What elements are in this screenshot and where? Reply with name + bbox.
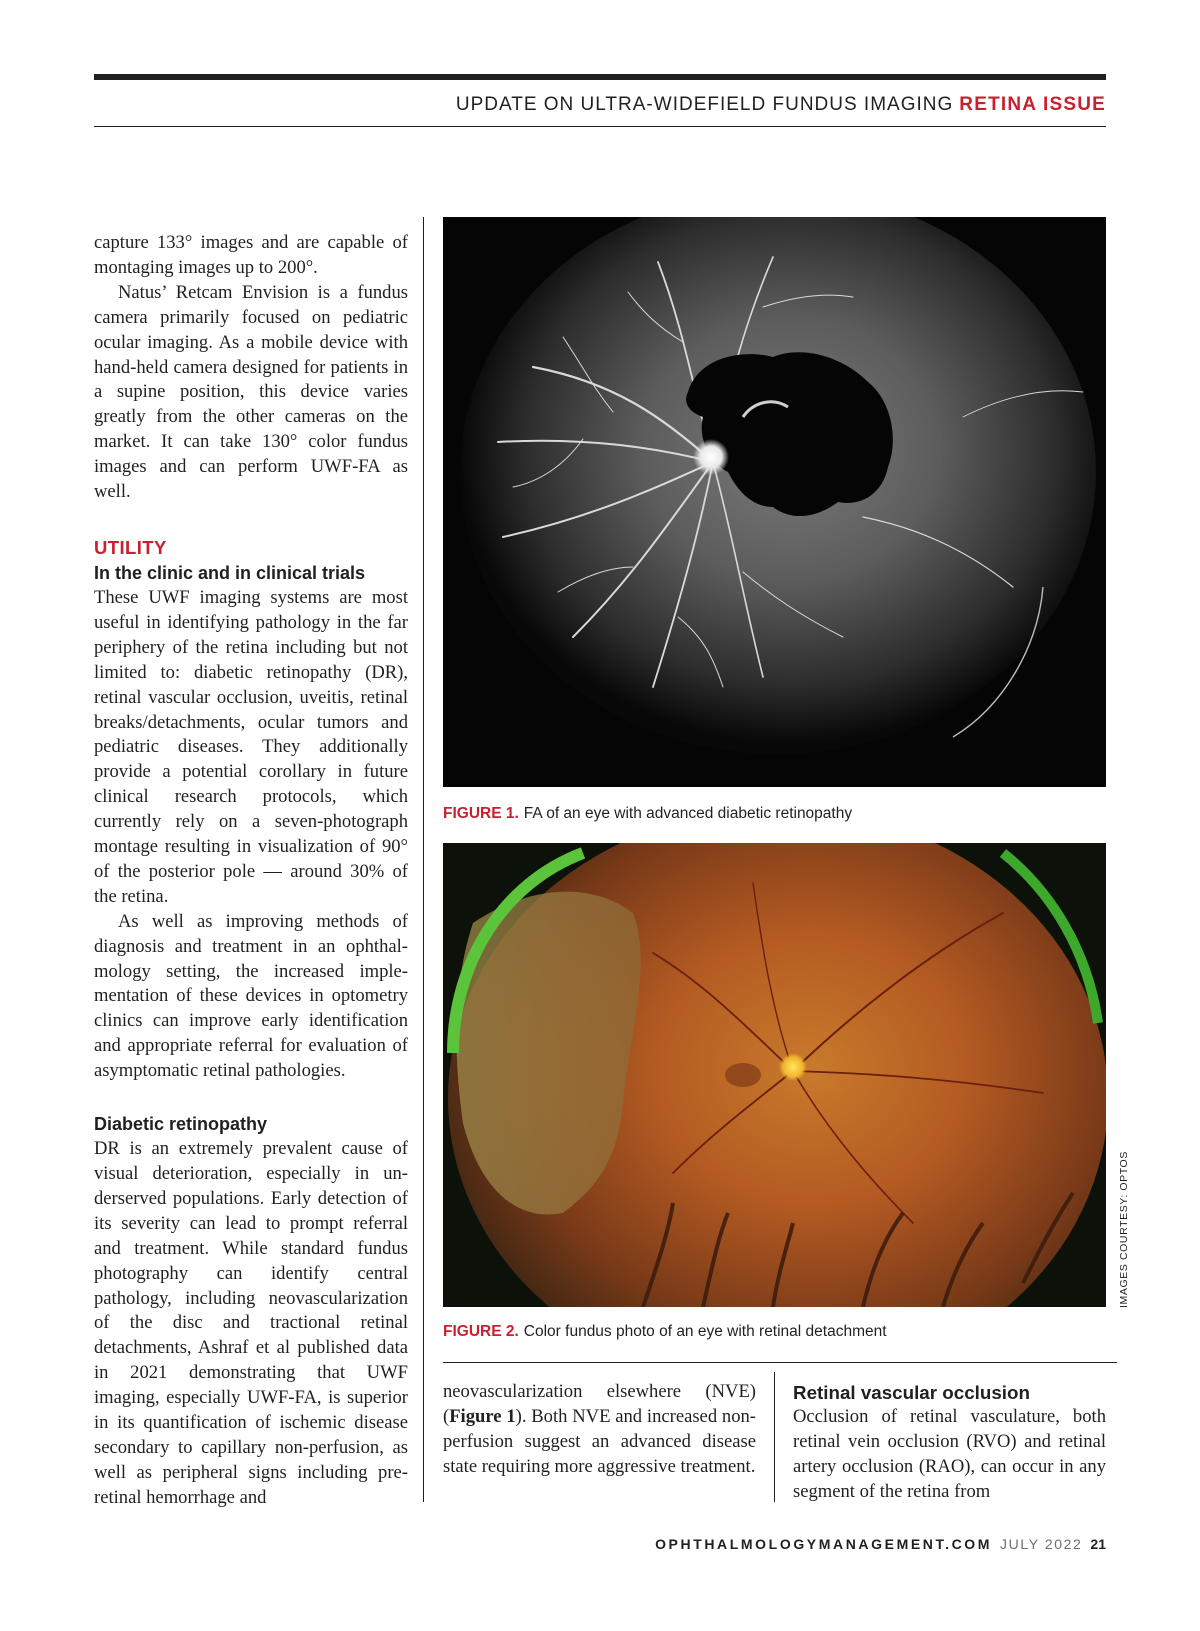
paragraph-4: As well as improving methods of diagnosis and treatment in an ophthalmology setting, the increased implementation of these devices in optometry clinics can improve early identification and appropriate referral for evaluation of asymptomatic retinal pathologies. [94, 910, 408, 1082]
diabetic-retinopathy-heading: Diabetic retinopathy [94, 1114, 268, 1135]
running-head-topic: UPDATE ON ULTRA-WIDEFIELD FUNDUS IMAGING [455, 94, 954, 115]
figure-2-caption [443, 1323, 887, 1341]
footer-issue: JULY 2022 [1000, 1536, 1083, 1552]
paragraph-2: Natus’ Retcam Envision is a fundus camera primarily focused on pediatric ocular imaging. As a mobile device with hand-held camera designed for patients in a supine position, this device varies greatly from the other cameras on the market. It can take 130° color fundus images and can perform UWF-FA as well. [94, 281, 408, 503]
right-paragraph: Occlusion of retinal vasculature, both retinal vein occlusion (RVO) and retinal artery occlusion (RAO), can occur in any segment of the retina from [793, 1406, 1106, 1502]
middle-text-after: ). Both NVE and increased non-perfusion suggest an advanced disease state requiring more aggressive treatment. [443, 1405, 756, 1477]
running-head-section: RETINA ISSUE [959, 94, 1106, 115]
figure-1-label: FIGURE 1. [443, 805, 519, 822]
footer-site: OPHTHALMOLOGYMANAGEMENT.COM [655, 1536, 993, 1552]
figure-bottom-rule [443, 1362, 1117, 1363]
figure-2-label: FIGURE 2. [443, 1323, 519, 1340]
paragraph-5: DR is an extremely prevalent cause of visual deterioration, especially in underserved populations. Early detection of its severity can lead to prompt referral and treatment. While standard fundus photography can identify central pathology, including neovascularization of the disc and tractional retinal detachments, Ashraf et al published data in 2021 demonstrating that UWF imaging, especially UWF-FA, is superior in its quantification of ischemic disease secondary to capillary non-perfusion, as well as peripheral signs including pre-retinal hemorrhage and [94, 1138, 408, 1508]
left-column [94, 231, 408, 1511]
figure-1-reference: Figure 1 [449, 1405, 516, 1427]
middle-column [443, 1380, 756, 1480]
figure-1-caption [443, 805, 852, 823]
utility-heading: UTILITY [94, 536, 167, 558]
page-footer [655, 1536, 1106, 1552]
figure-1-image [443, 217, 1106, 787]
top-rule [94, 74, 1106, 80]
middle-text-before: neovascularization elsewhere (NVE) ( [443, 1381, 756, 1427]
column-divider [423, 217, 424, 1502]
cf-optic-disc [779, 1053, 807, 1081]
figure-2-image [443, 843, 1106, 1307]
running-head [456, 94, 1106, 116]
image-credit: IMAGES COURTESY: OPTOS [1118, 1151, 1130, 1308]
figure-1-caption-text: FA of an eye with advanced diabetic retinopathy [523, 805, 853, 822]
retinal-vascular-occlusion-heading: Retinal vascular occlusion [793, 1382, 1030, 1403]
paragraph-3: These UWF imaging systems are most useful in identifying pathology in the far periphery of the retina including but not limited to: diabetic retinopathy (DR), retinal vascular occlusion, uveitis, retinal breaks/detachments, ocular tumors and pediatric diseases. They additionally provide a potential corollary in future clinical research protocols, which currently rely on a seven-photograph montage resulting in visualization of 90° of the posterior pole — around 30% of the retina. [94, 586, 408, 907]
cf-macula [725, 1063, 761, 1087]
right-column [793, 1380, 1106, 1505]
paragraph-1: capture 133° images and are capable of montaging images up to 200°. [94, 232, 408, 278]
header-rule [94, 126, 1106, 127]
middle-paragraph [443, 1380, 756, 1480]
fa-optic-disc [693, 439, 729, 475]
figure-2-caption-text: Color fundus photo of an eye with retinal detachment [523, 1323, 887, 1340]
bottom-column-divider [774, 1372, 775, 1502]
page-number: 21 [1090, 1536, 1106, 1552]
utility-subheading: In the clinic and in clinical trials [94, 562, 366, 583]
